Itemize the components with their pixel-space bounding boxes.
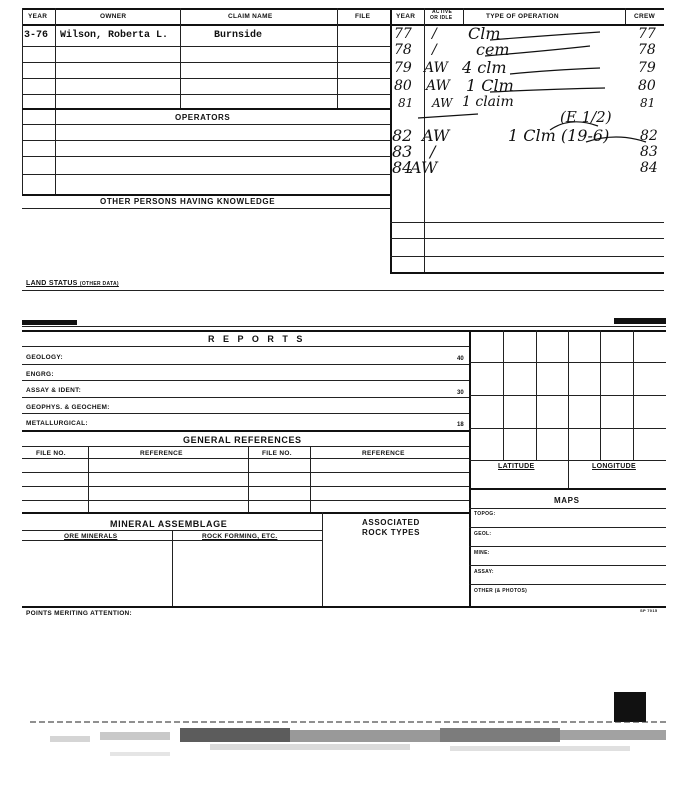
ref-header-reference-2: REFERENCE (362, 450, 405, 457)
owner-entry-year: 3-76 (24, 30, 49, 41)
op-crew: 79 (638, 60, 656, 76)
op-year: 79 (394, 60, 412, 76)
map-geol: GEOL: (474, 531, 492, 537)
land-status-sub: (OTHER DATA) (79, 281, 119, 287)
ref-header-reference-1: REFERENCE (140, 450, 183, 457)
header-crew: CREW (634, 13, 656, 20)
op-status: AW (422, 126, 450, 145)
op-year: 80 (394, 78, 412, 94)
maps-label: MAPS (554, 496, 580, 505)
longitude-label: LONGITUDE (592, 463, 636, 470)
map-assay: ASSAY: (474, 569, 494, 575)
op-year: 78 (394, 42, 412, 58)
op-type: (E 1/2) (560, 108, 612, 126)
scan-noise-strip (30, 718, 670, 778)
other-persons-label: OTHER PERSONS HAVING KNOWLEDGE (100, 197, 276, 206)
op-status: AW (426, 78, 450, 94)
map-mine: MINE: (474, 550, 490, 556)
report-metallurgical: METALLURGICAL: (26, 420, 88, 427)
owner-entry-name: Wilson, Roberta L. (60, 30, 169, 41)
mineral-assemblage-title: MINERAL ASSEMBLAGE (110, 519, 228, 529)
op-year: 84 (392, 158, 413, 177)
land-status-title: LAND STATUS (26, 280, 78, 287)
op-year: 82 (392, 126, 413, 145)
rock-types-label: ROCK TYPES (362, 528, 421, 537)
header-or-idle: OR IDLE (430, 15, 453, 21)
op-type: 1 Clm (466, 76, 514, 95)
report-metallurgical-num: 18 (457, 422, 464, 428)
rock-forming-label: ROCK FORMING, ETC. (202, 533, 278, 540)
op-year: 77 (394, 26, 412, 42)
op-type: 1 claim (462, 94, 514, 110)
header-type-of-operation: TYPE OF OPERATION (486, 13, 559, 20)
ref-header-file-no-2: FILE NO. (262, 450, 292, 457)
points-meriting-label: POINTS MERITING ATTENTION: (26, 610, 133, 617)
op-crew: 81 (640, 96, 656, 110)
op-type: cem (476, 40, 510, 59)
operators-label: OPERATORS (175, 113, 231, 122)
ref-header-file-no-1: FILE NO. (36, 450, 66, 457)
op-year: 81 (398, 96, 414, 110)
owner-entry-claim: Burnside (214, 30, 263, 41)
report-engrg: ENGRG: (26, 371, 54, 378)
handwriting-underlines (390, 20, 666, 180)
report-assay: ASSAY & IDENT: (26, 387, 82, 394)
report-geology-num: 40 (457, 356, 464, 362)
op-crew: 77 (638, 26, 656, 42)
header-year-right: YEAR (396, 13, 416, 20)
op-status: AW (432, 96, 453, 110)
header-year: YEAR (28, 13, 48, 20)
op-status: / (432, 42, 437, 58)
op-status: AW (424, 60, 448, 76)
op-crew: 78 (638, 42, 656, 58)
form-code: SP 7015 (640, 608, 658, 613)
op-type: 4 clm (462, 58, 507, 77)
land-status-label (26, 280, 119, 287)
op-crew: 83 (640, 144, 658, 160)
general-references-title: GENERAL REFERENCES (183, 435, 302, 445)
header-owner: OWNER (100, 13, 127, 20)
associated-label: ASSOCIATED (362, 518, 420, 527)
op-type: Clm (468, 24, 501, 43)
map-other: OTHER (& PHOTOS) (474, 588, 528, 594)
report-geology: GEOLOGY: (26, 354, 63, 361)
header-file: FILE (355, 13, 371, 20)
op-crew: 80 (638, 78, 656, 94)
header-active: ACTIVE (432, 9, 453, 15)
latitude-label: LATITUDE (498, 463, 535, 470)
map-topog: TOPOG: (474, 511, 496, 517)
op-status: / (432, 26, 437, 42)
op-status: AW (410, 158, 438, 177)
op-status: / (430, 142, 436, 161)
op-year: 83 (392, 142, 413, 161)
header-claim-name: CLAIM NAME (228, 13, 273, 20)
reports-title: R E P O R T S (208, 334, 306, 344)
op-type: 1 Clm (19-6) (508, 126, 610, 145)
op-crew: 82 (640, 128, 658, 144)
report-geophys: GEOPHYS. & GEOCHEM: (26, 404, 110, 411)
op-crew: 84 (640, 160, 658, 176)
ore-minerals-label: ORE MINERALS (64, 533, 118, 540)
report-assay-num: 30 (457, 390, 464, 396)
